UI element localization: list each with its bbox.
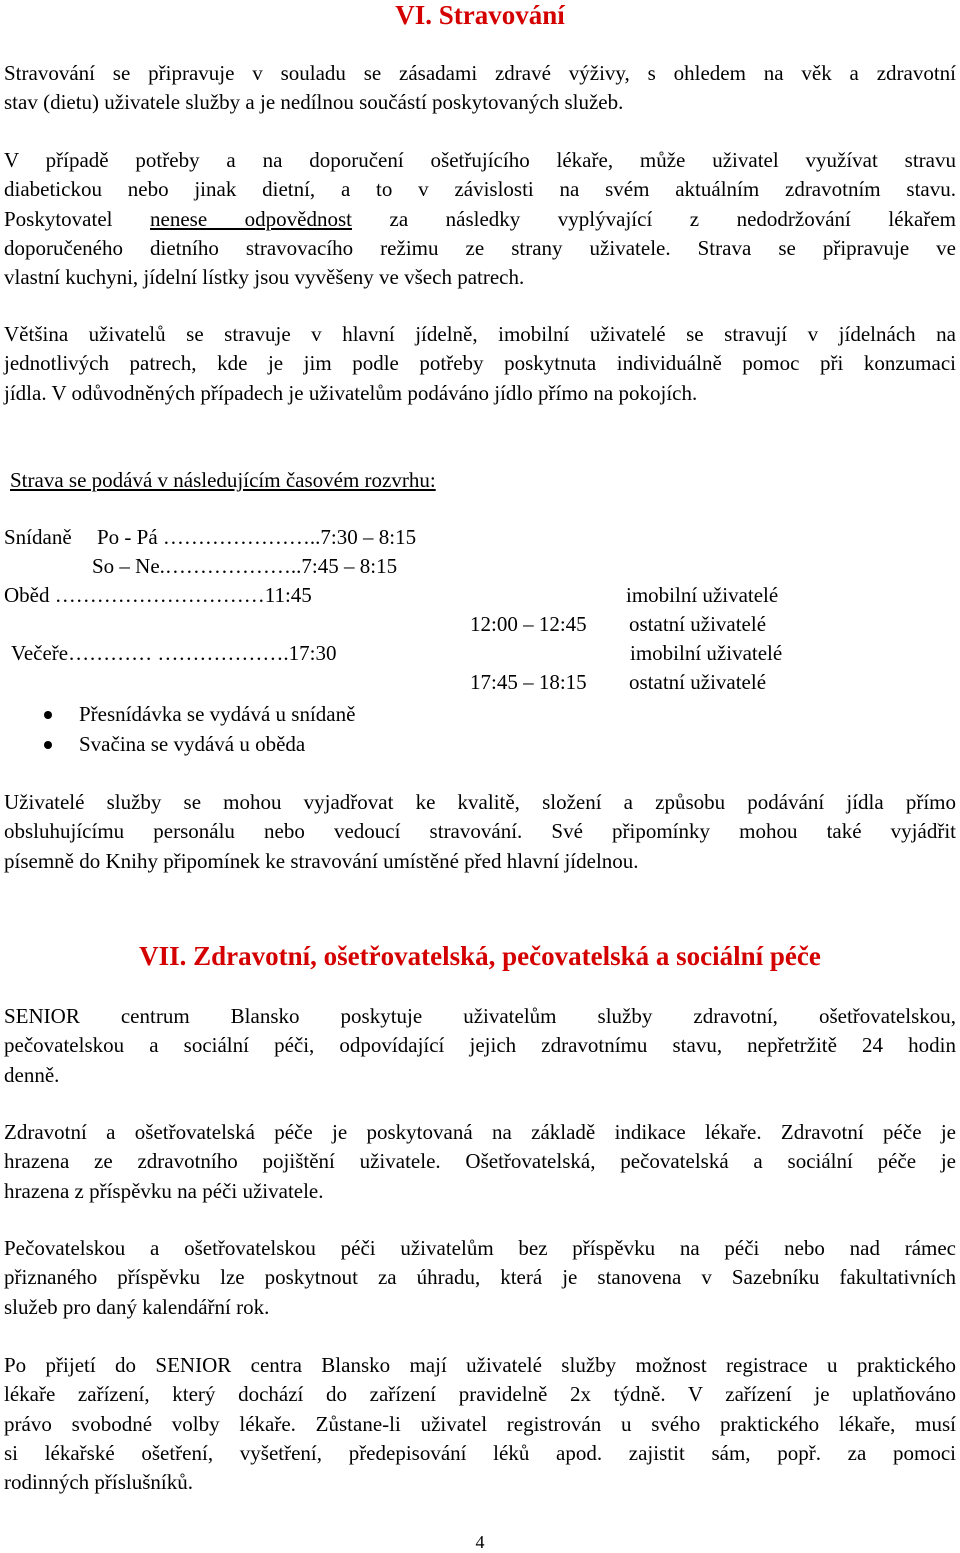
schedule-lunch-note-immobile: imobilní uživatelé <box>626 583 779 607</box>
paragraph-jidelny <box>4 320 956 408</box>
text-line: SENIOR centrum Blansko poskytuje uživatelům služby zdravotní, ošetřovatelskou, <box>4 1004 956 1028</box>
bullet-icon <box>44 711 52 719</box>
text-fragment: za následky vyplývající z nedodržování lékařem <box>389 206 957 231</box>
text-line: Po přijetí do SENIOR centra Blansko mají uživatelé služby možnost registrace u praktického <box>4 1353 956 1377</box>
text-line: Uživatelé služby se mohou vyjadřovat ke kvalitě, složení a způsobu podávání jídla přímo <box>4 790 956 814</box>
text-line: Pečovatelskou a ošetřovatelskou péči uživatelům bez příspěvku na péči nebo nad rámec <box>4 1236 956 1260</box>
section-title-zdravotni-pece: VII. Zdravotní, ošetřovatelská, pečovatelská a sociální péče <box>139 941 821 971</box>
text-line: Stravování se připravuje v souladu se zásadami zdravé výživy, s ohledem na věk a zdravotní <box>4 61 956 85</box>
list-item: Přesnídávka se vydává u snídaně <box>79 702 356 726</box>
text-line: Většina uživatelů se stravuje v hlavní jídelně, imobilní uživatelé se stravují v jídelnách na <box>4 322 956 346</box>
paragraph-pripominky <box>4 788 956 876</box>
paragraph-fakultativni-sluzby <box>4 1234 956 1322</box>
paragraph-dietni-strava <box>4 146 956 292</box>
text-line: denně. <box>4 1062 60 1087</box>
text-line: vlastní kuchyni, jídelní lístky jsou vyvěšeny ve všech patrech. <box>4 265 525 290</box>
schedule-breakfast-weekend: So – Ne.………………..7:45 – 8:15 <box>92 554 398 578</box>
paragraph-stravovani-intro <box>4 59 956 118</box>
text-line: V případě potřeby a na doporučení ošetřujícího lékaře, může uživatel využívat stravu <box>4 148 956 172</box>
schedule-dinner-row: Večeře………… ……………….17:30 <box>11 641 337 665</box>
page-number: 4 <box>475 1532 485 1552</box>
underlined-text: nenese odpovědnost <box>150 206 352 231</box>
schedule-breakfast-label: Snídaně <box>4 525 72 549</box>
schedule-lunch-note-others: ostatní uživatelé <box>629 612 767 636</box>
text-line: si lékařské ošetření, vyšetření, předepisování léků apod. zajistit sám, popř. za pomoci <box>4 1440 956 1465</box>
text-line: doporučeného dietního stravovacího režimu ze strany uživatele. Strava se připravuje ve <box>4 235 956 260</box>
schedule-dinner-note-immobile: imobilní uživatelé <box>630 641 783 665</box>
text-line: diabetickou nebo jinak dietní, a to v závislosti na svém aktuálním zdravotním stavu. <box>4 177 956 202</box>
schedule-lunch-row: Oběd …………………………11:45 <box>4 583 312 607</box>
paragraph-registrace-lekare <box>4 1351 956 1497</box>
paragraph-hrazeni-pece <box>4 1118 956 1206</box>
text-line: rodinných příslušníků. <box>4 1470 193 1495</box>
text-fragment: Poskytovatel <box>4 206 113 231</box>
text-line: písemně do Knihy připomínek ke stravování umístěné před hlavní jídelnou. <box>4 848 639 873</box>
schedule-heading: Strava se podává v následujícím časovém rozvrhu: <box>10 468 436 492</box>
text-line: jednotlivých patrech, kde je jim podle potřeby poskytnuta individuálně pomoc při konzumaci <box>4 351 956 376</box>
schedule-dinner-note-others: ostatní uživatelé <box>629 670 767 694</box>
bullet-icon <box>44 741 52 749</box>
paragraph-senior-centrum <box>4 1002 956 1090</box>
text-line: Zdravotní a ošetřovatelská péče je poskytovaná na základě indikace lékaře. Zdravotní péče je <box>4 1120 956 1144</box>
text-line: obsluhujícímu personálu nebo vedoucí stravování. Své připomínky mohou také vyjádřit <box>4 819 956 844</box>
section-title-stravovani: VI. Stravování <box>395 0 565 30</box>
text-line: hrazena ze zdravotního pojištění uživatele. Ošetřovatelská, pečovatelská a sociální péče je <box>4 1149 956 1174</box>
text-line: lékaře zařízení, který dochází do zařízení pravidelně 2x týdně. V zařízení je uplatňováno <box>4 1382 956 1407</box>
schedule-breakfast-weekdays: Po - Pá …………………..7:30 – 8:15 <box>97 525 417 549</box>
schedule-dinner-time-others: 17:45 – 18:15 <box>470 670 587 694</box>
schedule-lunch-time-others: 12:00 – 12:45 <box>470 612 587 636</box>
list-item: Svačina se vydává u oběda <box>79 732 306 756</box>
text-line: stav (dietu) uživatele služby a je nedílnou součástí poskytovaných služeb. <box>4 90 624 115</box>
text-line: pečovatelskou a sociální péči, odpovídající jejich zdravotnímu stavu, nepřetržitě 24 hodin <box>4 1033 956 1058</box>
text-line: jídla. V odůvodněných případech je uživatelům podáváno jídlo přímo na pokojích. <box>4 380 698 405</box>
text-line: přiznaného příspěvku lze poskytnout za úhradu, která je stanovena v Sazebníku fakultativních <box>4 1265 956 1290</box>
text-line <box>4 205 956 234</box>
text-line: právo svobodné volby lékaře. Zůstane-li uživatel registrován u svého praktického lékaře, musí <box>4 1411 956 1436</box>
text-line: služeb pro daný kalendářní rok. <box>4 1294 270 1319</box>
text-line: hrazena z příspěvku na péči uživatele. <box>4 1178 324 1203</box>
